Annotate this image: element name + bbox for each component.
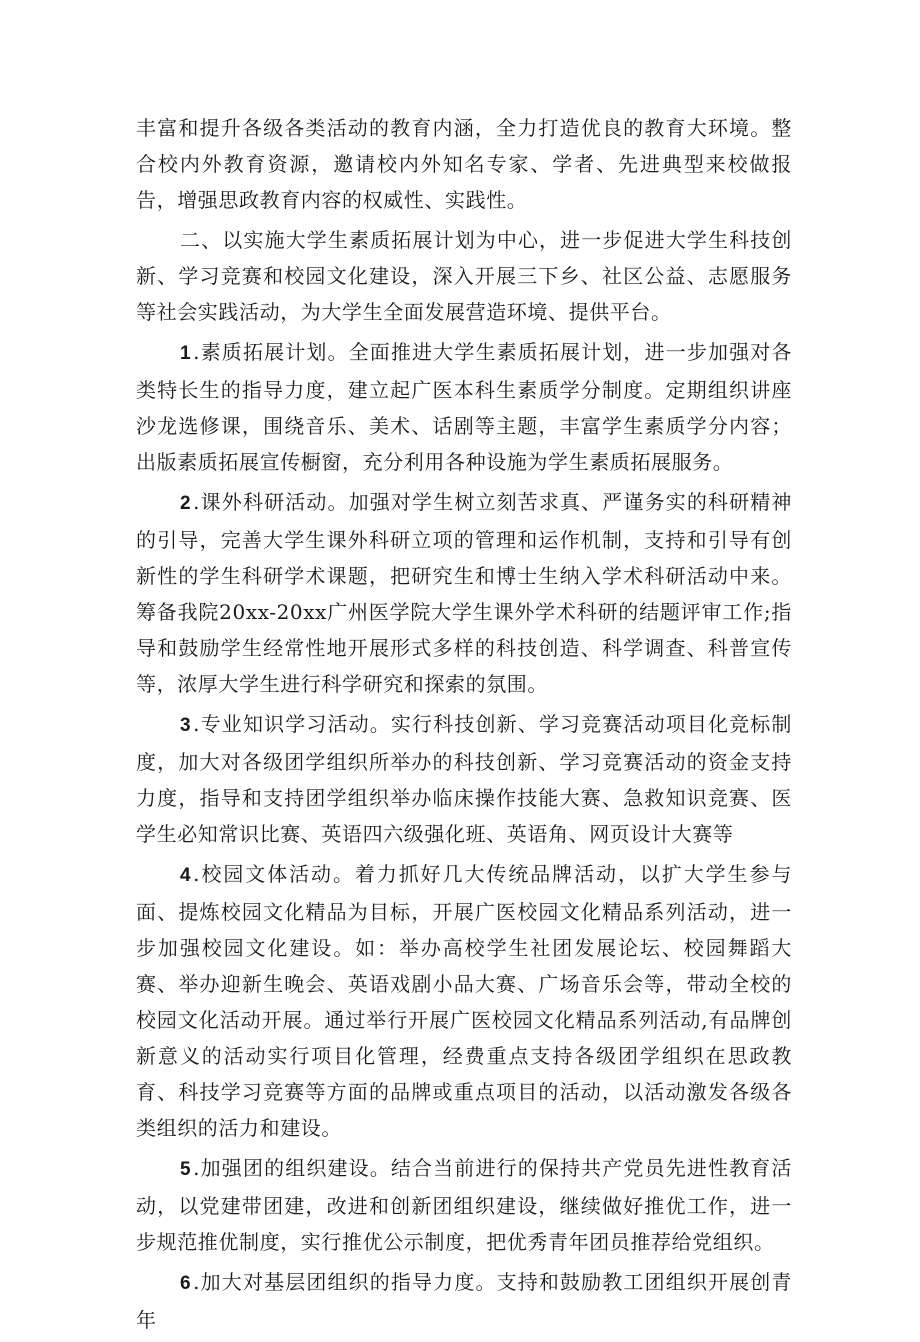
paragraph-text: 二、以实施大学生素质拓展计划为中心，进一步促进大学生科技创新、学习竞赛和校园文化建设，深入开展三下乡、社区公益、志愿服务等社会实践活动，为大学生全面发展营造环境、提供平台。 <box>136 228 792 324</box>
document-body <box>136 110 792 1342</box>
paragraph-text: .课外科研活动。加强对学生树立刻苦求真、严谨务实的科研精神的引导，完善大学生课外科研立项的管理和运作机制，支持和引导有创新性的学生科研学术课题，把研究生和博士生纳入学术科研活动中来。筹备我院20xx-20xx广州医学院大学生课外学术科研的结题评审工作;指导和鼓励学生经常性地开展形式多样的科技创造、科学调查、科普宣传等，浓厚大学生进行科学研究和探索的氛围。 <box>136 490 792 696</box>
paragraph-text: 丰富和提升各级各类活动的教育内涵，全力打造优良的教育大环境。整合校内外教育资源，邀请校内外知名专家、学者、先进典型来校做报告，增强思政教育内容的权威性、实践性。 <box>136 116 792 212</box>
paragraph-section-two <box>136 222 792 330</box>
paragraph-text: .加强团的组织建设。结合当前进行的保持共产党员先进性教育活动，以党建带团建，改进和创新团组织建设，继续做好推优工作，进一步规范推优制度，实行推优公示制度，把优秀青年团员推荐给党组织。 <box>136 1156 792 1254</box>
paragraph-text: .加大对基层团组织的指导力度。支持和鼓励教工团组织开展创青年 <box>136 1270 792 1332</box>
paragraph-item-5 <box>136 1150 792 1260</box>
paragraph-item-4 <box>136 856 792 1146</box>
paragraph-item-6 <box>136 1264 792 1338</box>
paragraph-text: .专业知识学习活动。实行科技创新、学习竞赛活动项目化竞标制度，加大对各级团学组织所举办的科技创新、学习竞赛活动的资金支持力度，指导和支持团学组织举办临床操作技能大赛、急救知识竞赛、医学生必知常识比赛、英语四六级强化班、英语角、网页设计大赛等 <box>136 712 792 846</box>
paragraph-item-3 <box>136 706 792 852</box>
item-number: 5 <box>180 1159 192 1180</box>
item-number: 6 <box>180 1273 192 1294</box>
paragraph-text: .校园文体活动。着力抓好几大传统品牌活动，以扩大学生参与面、提炼校园文化精品为目标，开展广医校园文化精品系列活动，进一步加强校园文化建设。如：举办高校学生社团发展论坛、校园舞蹈大赛、举办迎新生晚会、英语戏剧小品大赛、广场音乐会等，带动全校的校园文化活动开展。通过举行开展广医校园文化精品系列活动,有品牌创新意义的活动实行项目化管理，经费重点支持各级团学组织在思政教育、科技学习竞赛等方面的品牌或重点项目的活动，以活动激发各级各类组织的活力和建设。 <box>136 862 792 1140</box>
item-number: 3 <box>180 715 192 736</box>
item-number: 4 <box>180 865 192 886</box>
item-number: 1 <box>180 343 192 364</box>
paragraph-continuation <box>136 110 792 218</box>
paragraph-item-1 <box>136 334 792 480</box>
item-number: 2 <box>180 493 192 514</box>
paragraph-item-2 <box>136 484 792 702</box>
paragraph-text: .素质拓展计划。全面推进大学生素质拓展计划，进一步加强对各类特长生的指导力度，建立起广医本科生素质学分制度。定期组织讲座沙龙选修课，围绕音乐、美术、话剧等主题，丰富学生素质学分内容；出版素质拓展宣传橱窗，充分利用各种设施为学生素质拓展服务。 <box>136 340 792 474</box>
